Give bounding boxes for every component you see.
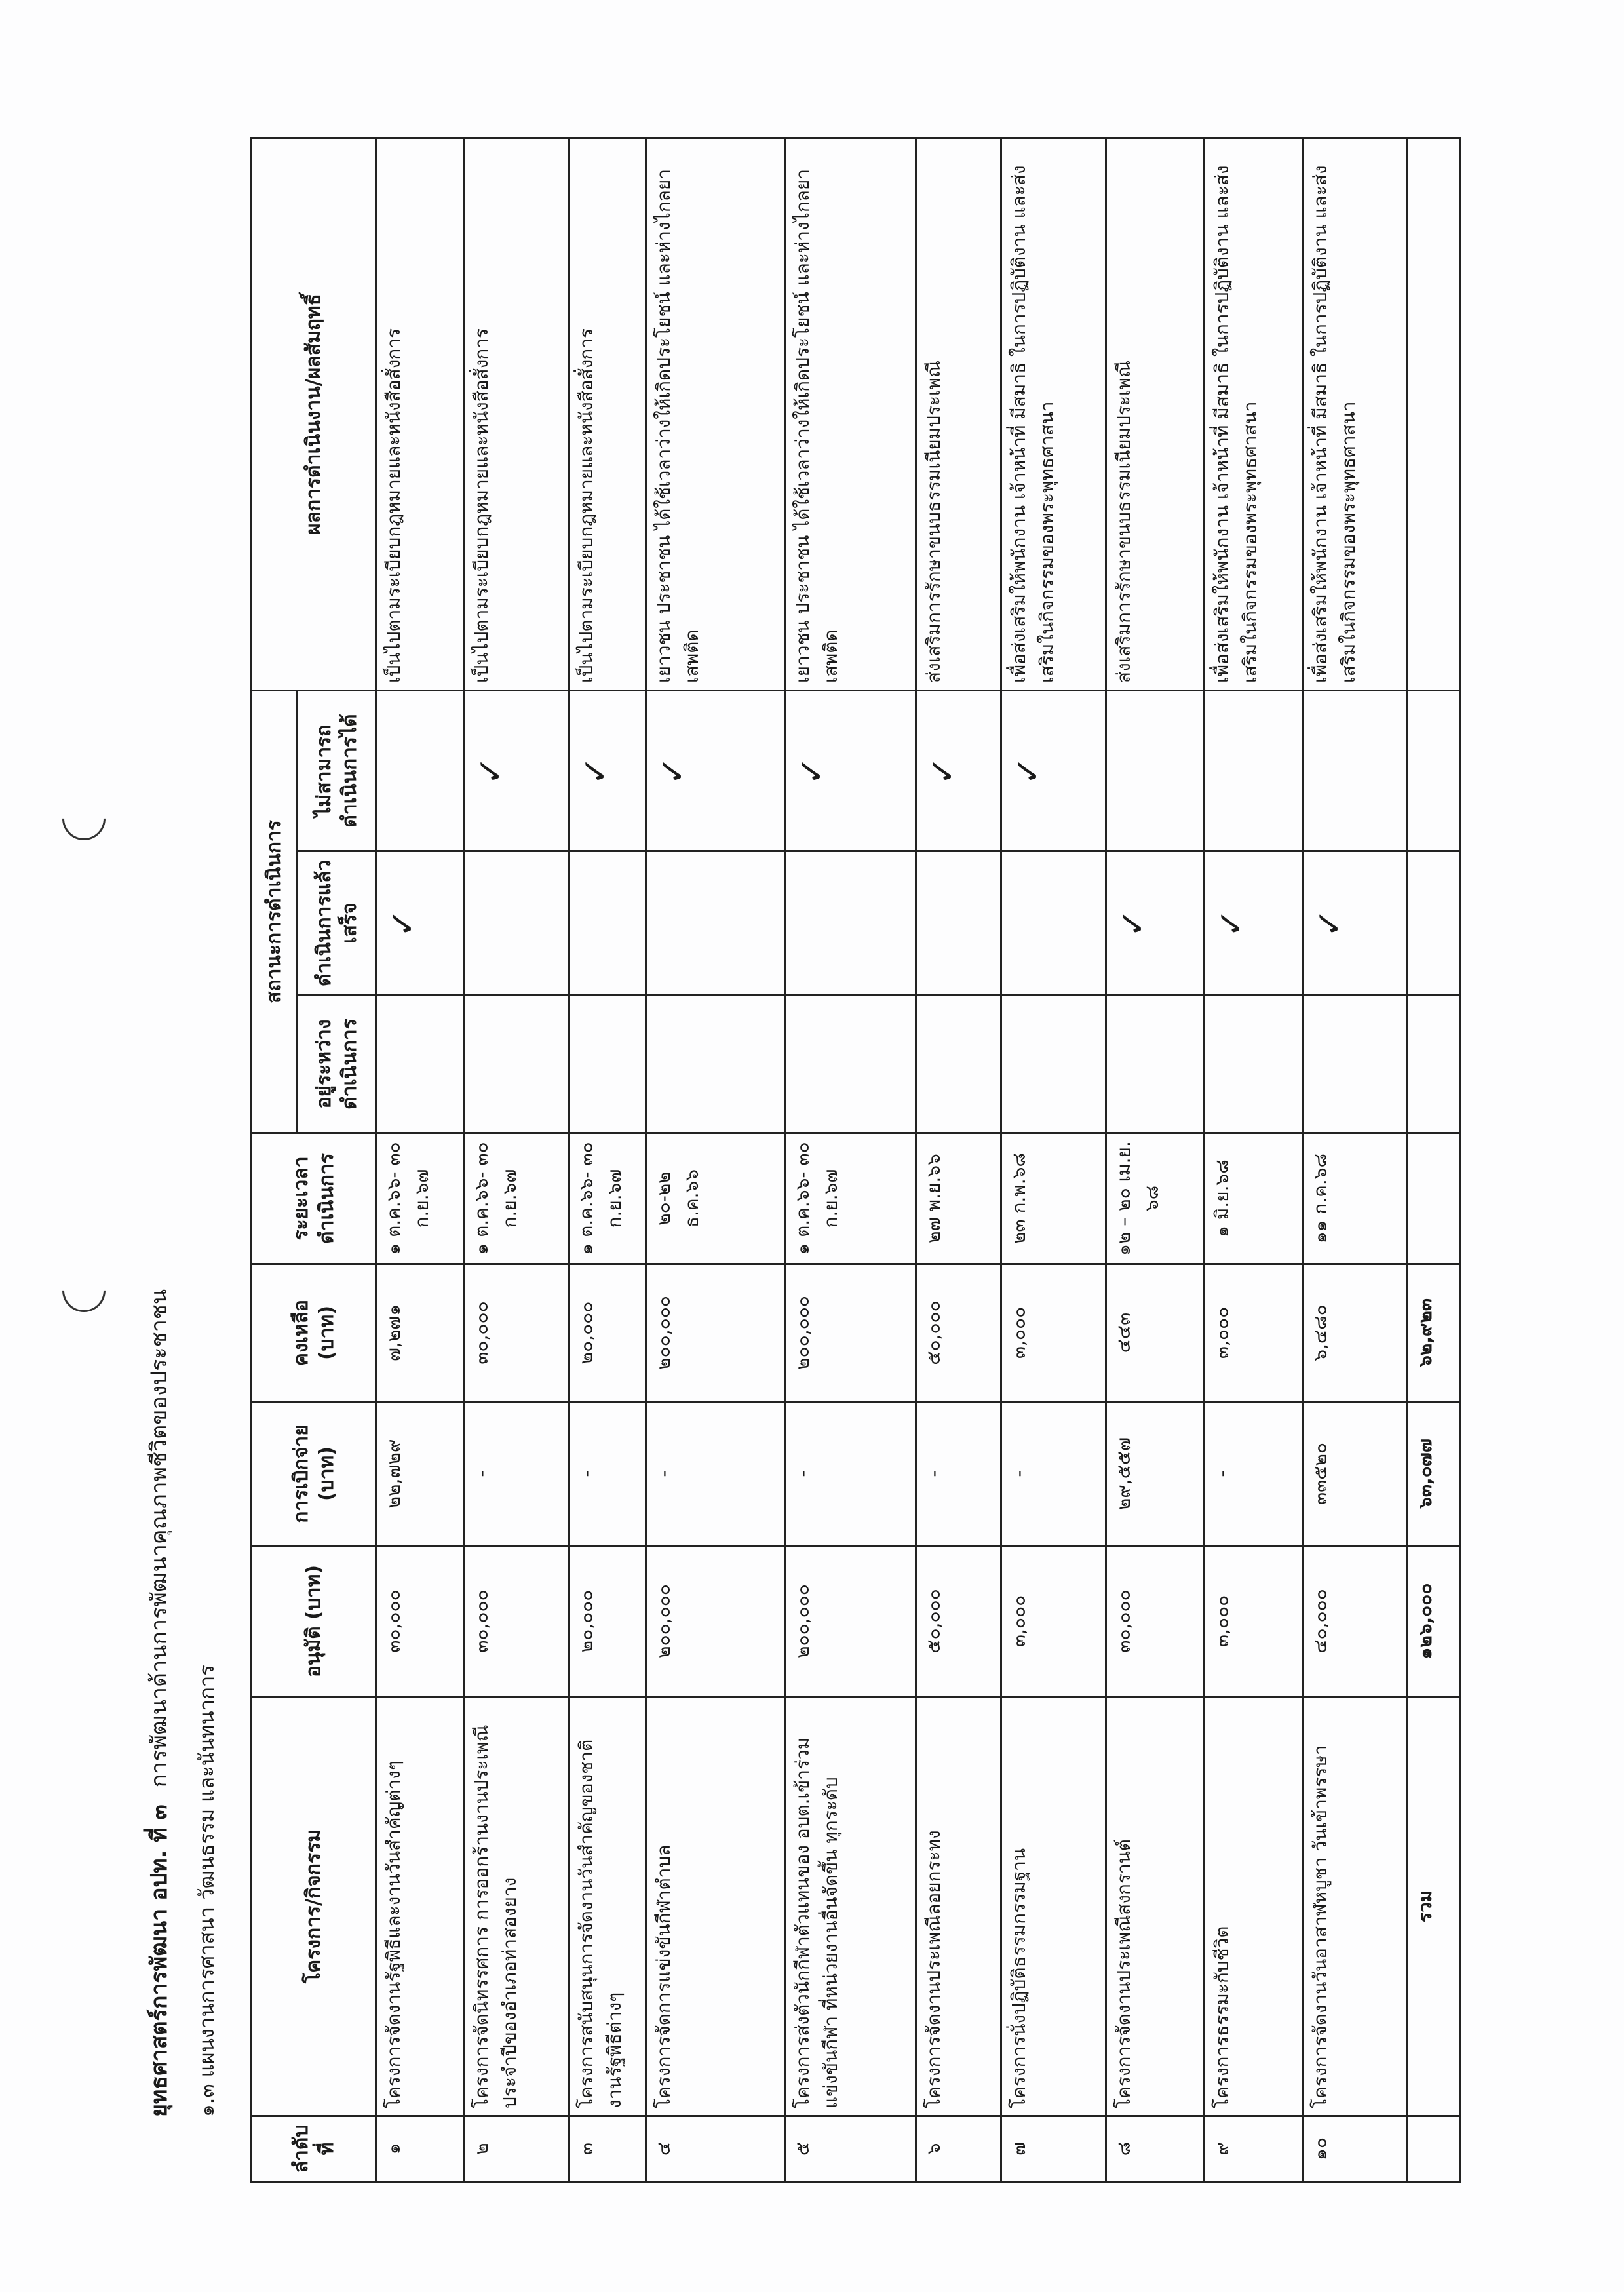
result-text: ส่งเสริมการรักษาขนบธรรมเนียมประเพณี [1106, 138, 1205, 690]
header-done: ดำเนินการแล้วเสร็จ [298, 851, 376, 996]
header-period: ระยะเวลาดำเนินการ [252, 1133, 376, 1264]
row-number: ๑๐ [1303, 2116, 1408, 2182]
check-mark-icon: ✓ [383, 908, 423, 938]
disbursed-amount: ๒๙,๕๕๗ [1106, 1402, 1205, 1546]
project-status-table [250, 137, 1461, 2183]
total-approved: ๑๒๖,๐๐๐ [1408, 1546, 1460, 1697]
status-done [464, 851, 569, 996]
row-number: ๖ [916, 2116, 1001, 2182]
disbursed-amount: - [916, 1402, 1001, 1546]
check-mark-icon: ✓ [1113, 908, 1153, 938]
period: ๑ ต.ค.๖๖- ๓๐ ก.ย.๖๗ [376, 1133, 464, 1264]
total-remaining: ๖๒,๙๒๓ [1408, 1264, 1460, 1402]
status-in-progress [569, 996, 646, 1133]
result-text: เป็นไปตามระเบียบกฎหมายและหนังสือสั่งการ [376, 138, 464, 690]
approved-amount: ๒๐,๐๐๐ [569, 1546, 646, 1697]
project-name: โครงการจัดงานวันอาสาฬหบูชา วันเข้าพรรษา [1303, 1697, 1408, 2116]
punch-hole-mark [53, 1260, 114, 1321]
table-row [1106, 138, 1205, 2181]
approved-amount: ๓,๐๐๐ [1001, 1546, 1106, 1697]
document-title [141, 1289, 176, 2117]
period: ๒๐-๒๒ ธ.ค.๖๖ [646, 1133, 785, 1264]
status-in-progress [1001, 996, 1106, 1133]
status-cannot [1303, 690, 1408, 851]
status-cannot [785, 690, 916, 851]
header-remaining: คงเหลือ (บาท) [252, 1264, 376, 1402]
result-text: เพื่อส่งเสริมให้พนักงาน เจ้าหน้าที่ มีสมาธิ ในการปฏิบัติงาน และส่งเสริมในกิจกรรมของพระพุทธศาสนา [1205, 138, 1303, 690]
period: ๑๒ – ๒๐ เม.ย. ๖๘ [1106, 1133, 1205, 1264]
approved-amount: ๒๐๐,๐๐๐ [646, 1546, 785, 1697]
row-number: ๙ [1205, 2116, 1303, 2182]
period: ๑ ต.ค.๖๖- ๓๐ ก.ย.๖๗ [569, 1133, 646, 1264]
remaining-amount: ๖,๔๘๐ [1303, 1264, 1408, 1402]
project-name: โครงการจัดงานประเพณีลอยกระทง [916, 1697, 1001, 2116]
approved-amount: ๓๐,๐๐๐ [376, 1546, 464, 1697]
project-name: โครงการสนับสนุนการจัดงานวันสำคัญของชาติ งานรัฐพิธีต่างๆ [569, 1697, 646, 2116]
strategy-topic: การพัฒนาด้านการพัฒนาคุณภาพชีวิตของประชาชน [146, 1289, 172, 1788]
status-cannot [1001, 690, 1106, 851]
approved-amount: ๓๐,๐๐๐ [464, 1546, 569, 1697]
status-done [1303, 851, 1408, 996]
disbursed-amount: ๓๓๕๒๐ [1303, 1402, 1408, 1546]
disbursed-amount: - [569, 1402, 646, 1546]
status-cannot [569, 690, 646, 851]
check-mark-icon: ✓ [1212, 908, 1251, 938]
result-text: เพื่อส่งเสริมให้พนักงาน เจ้าหน้าที่ มีสมาธิ ในการปฏิบัติงาน และส่งเสริมในกิจกรรมของพระพุทธศาสนา [1001, 138, 1106, 690]
header-disbursed: การเบิกจ่าย (บาท) [252, 1402, 376, 1546]
remaining-amount: ๔๔๓ [1106, 1264, 1205, 1402]
status-done [1001, 851, 1106, 996]
status-cannot [376, 690, 464, 851]
remaining-amount: ๒๐๐,๐๐๐ [646, 1264, 785, 1402]
remaining-amount: ๓๐,๐๐๐ [464, 1264, 569, 1402]
total-disbursed: ๖๓,๐๗๗ [1408, 1402, 1460, 1546]
row-number: ๗ [1001, 2116, 1106, 2182]
status-cannot [1205, 690, 1303, 851]
period: ๒๗ พ.ย.๖๖ [916, 1133, 1001, 1264]
row-number: ๔ [646, 2116, 785, 2182]
table-row [1001, 138, 1106, 2181]
total-label: รวม [1408, 1697, 1460, 2116]
status-in-progress [916, 996, 1001, 1133]
header-in-progress: อยู่ระหว่างดำเนินการ [298, 996, 376, 1133]
status-in-progress [785, 996, 916, 1133]
status-done [1106, 851, 1205, 996]
document-subtitle: ๑.๓ แผนงานการศาสนา วัฒนธรรม และนันทนาการ [195, 1665, 219, 2117]
table-row [785, 138, 916, 2181]
status-cannot [464, 690, 569, 851]
period: ๑ มิ.ย.๖๘ [1205, 1133, 1303, 1264]
disbursed-amount: - [1205, 1402, 1303, 1546]
remaining-amount: ๓,๐๐๐ [1205, 1264, 1303, 1402]
disbursed-amount: - [464, 1402, 569, 1546]
header-approved: อนุมัติ (บาท) [252, 1546, 376, 1697]
status-done [785, 851, 916, 996]
result-text: เยาวชน ประชาชน ได้ใช้เวลาว่างให้เกิดประโยชน์ และห่างไกลยาเสพติด [785, 138, 916, 690]
period: ๑ ต.ค.๖๖- ๓๐ ก.ย.๖๗ [785, 1133, 916, 1264]
project-name: โครงการนั่งปฏิบัติธรรมกรรมฐาน [1001, 1697, 1106, 2116]
punch-hole-mark [53, 788, 114, 849]
status-in-progress [1205, 996, 1303, 1133]
status-in-progress [464, 996, 569, 1133]
status-in-progress [646, 996, 785, 1133]
check-mark-icon: ✓ [792, 756, 832, 785]
status-in-progress [376, 996, 464, 1133]
table-row [1205, 138, 1303, 2181]
approved-amount: ๓,๐๐๐ [1205, 1546, 1303, 1697]
row-number: ๓ [569, 2116, 646, 2182]
status-done [376, 851, 464, 996]
table-row [569, 138, 646, 2181]
disbursed-amount: - [1001, 1402, 1106, 1546]
check-mark-icon: ✓ [1009, 756, 1048, 785]
approved-amount: ๓๐,๐๐๐ [1106, 1546, 1205, 1697]
project-name: โครงการจัดนิทรรศการ การออกร้านงานประเพณีประจำปีของอำเภอท่าสองยาง [464, 1697, 569, 2116]
table-row [916, 138, 1001, 2181]
header-project: โครงการ/กิจกรรม [252, 1697, 376, 2116]
status-done [646, 851, 785, 996]
status-done [1205, 851, 1303, 996]
disbursed-amount: - [785, 1402, 916, 1546]
table-row [376, 138, 464, 2181]
status-in-progress [1303, 996, 1408, 1133]
disbursed-amount: ๒๒,๗๒๙ [376, 1402, 464, 1546]
table-row [464, 138, 569, 2181]
remaining-amount: ๒๐๐,๐๐๐ [785, 1264, 916, 1402]
header-status: สถานะการดำเนินการ [252, 690, 298, 1133]
row-number: ๕ [785, 2116, 916, 2182]
status-done [569, 851, 646, 996]
status-cannot [916, 690, 1001, 851]
strategy-title: ยุทธศาสตร์การพัฒนา อปท. ที่ ๓ [146, 1804, 172, 2117]
check-mark-icon: ✓ [653, 756, 693, 785]
row-number: ๘ [1106, 2116, 1205, 2182]
header-result: ผลการดำเนินงาน/ผลสัมฤทธิ์ [252, 138, 376, 690]
project-name: โครงการจัดงานรัฐพิธีและงานวันสำคัญต่างๆ [376, 1697, 464, 2116]
remaining-amount: ๓,๐๐๐ [1001, 1264, 1106, 1402]
result-text: เป็นไปตามระเบียบกฎหมายและหนังสือสั่งการ [569, 138, 646, 690]
row-number: ๒ [464, 2116, 569, 2182]
project-name: โครงการส่งตัวนักกีฬาตัวแทนของ อบต.เข้าร่วมแข่งขันกีฬา ที่หน่วยงานอื่นจัดขึ้น ทุกระดับ [785, 1697, 916, 2116]
total-row [1408, 138, 1460, 2181]
check-mark-icon: ✓ [471, 756, 511, 785]
project-name: โครงการจัดการแข่งขันกีฬาตำบล [646, 1697, 785, 2116]
check-mark-icon: ✓ [1310, 908, 1349, 938]
header-order: ลำดับที่ [252, 2116, 376, 2182]
header-cannot: ไม่สามารถดำเนินการได้ [298, 690, 376, 851]
project-name: โครงการจัดงานประเพณีสงกรานต์ [1106, 1697, 1205, 2116]
period: ๑๑ ก.ค.๖๘ [1303, 1133, 1408, 1264]
remaining-amount: ๗,๒๗๑ [376, 1264, 464, 1402]
period: ๑ ต.ค.๖๖- ๓๐ ก.ย.๖๗ [464, 1133, 569, 1264]
approved-amount: ๔๐,๐๐๐ [1303, 1546, 1408, 1697]
result-text: เยาวชน ประชาชน ได้ใช้เวลาว่างให้เกิดประโยชน์ และห่างไกลยาเสพติด [646, 138, 785, 690]
remaining-amount: ๒๐,๐๐๐ [569, 1264, 646, 1402]
table-row [1303, 138, 1408, 2181]
approved-amount: ๕๐,๐๐๐ [916, 1546, 1001, 1697]
result-text: เพื่อส่งเสริมให้พนักงาน เจ้าหน้าที่ มีสมาธิ ในการปฏิบัติงาน และส่งเสริมในกิจกรรมของพระพุทธศาสนา [1303, 138, 1408, 690]
project-name: โครงการธรรมะกับชีวิต [1205, 1697, 1303, 2116]
status-done [916, 851, 1001, 996]
result-text: ส่งเสริมการรักษาขนบธรรมเนียมประเพณี [916, 138, 1001, 690]
check-mark-icon: ✓ [576, 756, 615, 785]
check-mark-icon: ✓ [923, 756, 963, 785]
status-cannot [646, 690, 785, 851]
remaining-amount: ๕๐,๐๐๐ [916, 1264, 1001, 1402]
period: ๒๓ ก.พ.๖๘ [1001, 1133, 1106, 1264]
status-cannot [1106, 690, 1205, 851]
row-number: ๑ [376, 2116, 464, 2182]
result-text: เป็นไปตามระเบียบกฎหมายและหนังสือสั่งการ [464, 138, 569, 690]
table-row [646, 138, 785, 2181]
approved-amount: ๒๐๐,๐๐๐ [785, 1546, 916, 1697]
status-in-progress [1106, 996, 1205, 1133]
disbursed-amount: - [646, 1402, 785, 1546]
